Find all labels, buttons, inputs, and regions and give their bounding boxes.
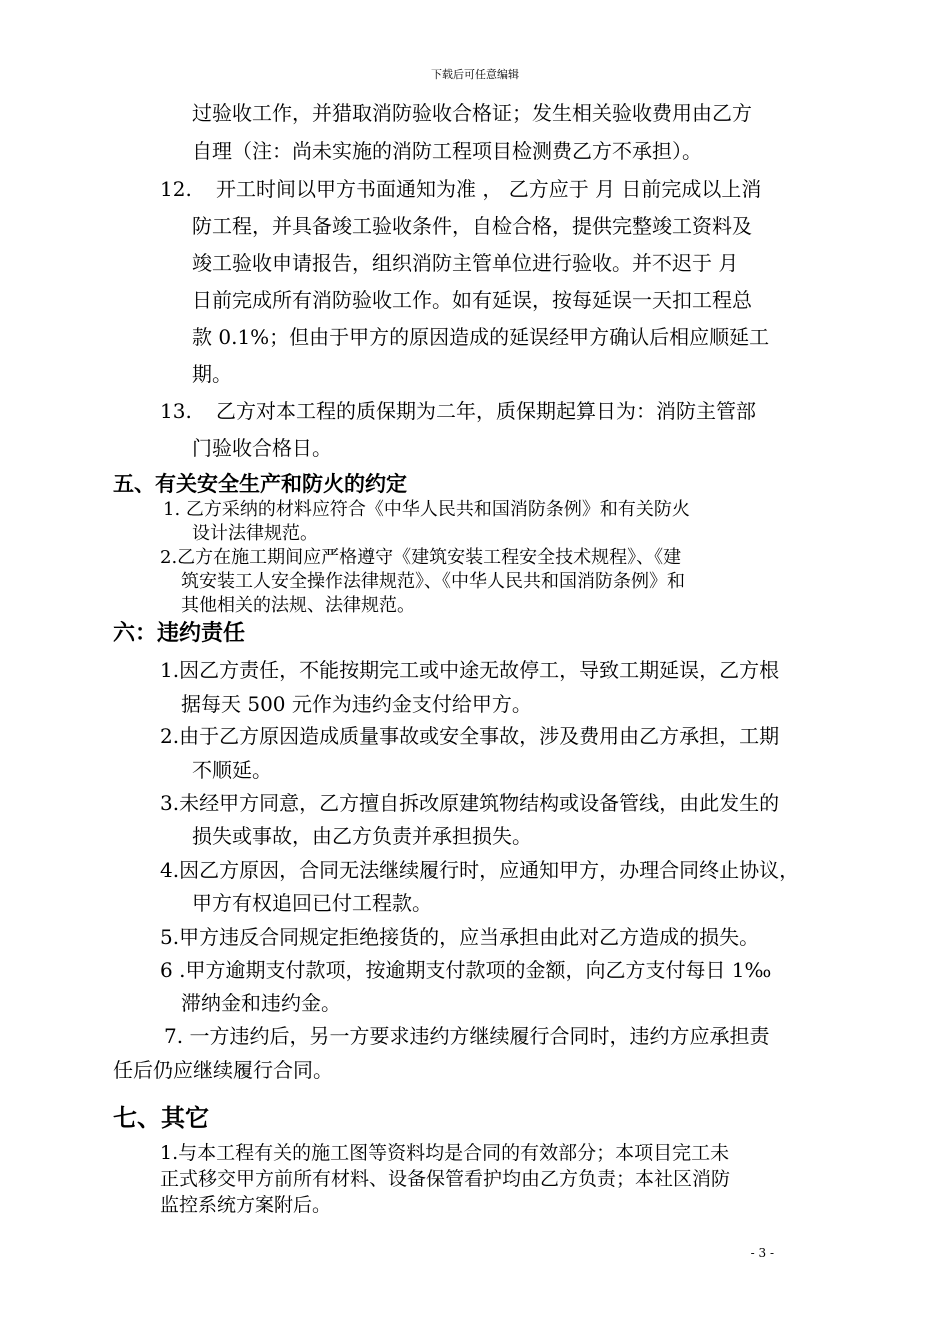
page-header: 下载后可任意编辑: [431, 68, 519, 81]
section6-item2-line-1: 2.由于乙方原因造成质量事故或安全事故，涉及费用由乙方承担，工期: [160, 724, 780, 748]
section6-item5-line-1: 5.甲方违反合同规定拒绝接货的，应当承担由此对乙方造成的损失。: [160, 925, 760, 949]
item11-line-2: 自理（注：尚未实施的消防工程项目检测费乙方不承担）。: [192, 139, 702, 163]
section6-title: 六：违约责任: [113, 621, 246, 646]
section7-item1-line-1: 1.与本工程有关的施工图等资料均是合同的有效部分；本项目完工未: [160, 1142, 730, 1164]
item12-line-3: 竣工验收申请报告，组织消防主管单位进行验收。并不迟于 月: [192, 251, 739, 275]
page-number: - 3 -: [750, 1246, 774, 1260]
section6-item4-line-2: 甲方有权追回已付工程款。: [192, 891, 432, 915]
section5-item2-line-3: 其他相关的法规、法律规范。: [181, 595, 415, 616]
section7-item1-line-2: 正式移交甲方前所有材料、设备保管看护均由乙方负责；本社区消防: [160, 1168, 731, 1190]
item12-line-1: 开工时间以甲方书面通知为准 ， 乙方应于 月 日前完成以上消: [216, 177, 762, 201]
section6-item6-line-2: 滞纳金和违约金。: [181, 991, 341, 1015]
section6-item1-line-1: 1.因乙方责任，不能按期完工或中途无故停工，导致工期延误，乙方根: [160, 658, 780, 682]
section5-item2-line-1: 2.乙方在施工期间应严格遵守《建筑安装工程安全技术规程》、《建: [160, 547, 682, 568]
section6-item6-line-1: 6 .甲方逾期支付款项，按逾期支付款项的金额，向乙方支付每日 1‰: [160, 958, 772, 982]
section5-item1-line-1: 1. 乙方采纳的材料应符合《中华人民共和国消防条例》和有关防火: [163, 499, 690, 520]
item12-number: 12.: [160, 177, 192, 201]
section6-item7-line-1: 7. 一方违约后，另一方要求违约方继续履行合同时，违约方应承担责: [164, 1024, 770, 1048]
section6-item2-line-2: 不顺延。: [192, 758, 272, 782]
section6-item3-line-1: 3.未经甲方同意，乙方擅自拆改原建筑物结构或设备管线，由此发生的: [160, 791, 780, 815]
item13-line-1: 乙方对本工程的质保期为二年，质保期起算日为：消防主管部: [216, 399, 756, 423]
item12-line-2: 防工程，并具备竣工验收条件，自检合格，提供完整竣工资料及: [192, 214, 752, 238]
section5-item2-line-2: 筑安装工人安全操作法律规范》、《中华人民共和国消防条例》和: [181, 571, 685, 592]
section6-item3-line-2: 损失或事故，由乙方负责并承担损失。: [192, 824, 532, 848]
section6-item1-line-2: 据每天 500 元作为违约金支付给甲方。: [181, 692, 532, 716]
item13-number: 13.: [160, 399, 192, 423]
item11-line-1: 过验收工作，并猎取消防验收合格证；发生相关验收费用由乙方: [192, 101, 752, 125]
section6-item4-line-1: 4.因乙方原因，合同无法继续履行时，应通知甲方，办理合同终止协议，: [160, 858, 800, 882]
item13-line-2: 门验收合格日。: [192, 436, 332, 460]
section7-title: 七、其它: [113, 1104, 209, 1132]
item12-line-6: 期。: [192, 362, 232, 386]
section5-title: 五、有关安全生产和防火的约定: [113, 472, 407, 496]
section6-item7-line-2: 任后仍应继续履行合同。: [113, 1058, 333, 1082]
section5-item1-line-2: 设计法律规范。: [192, 523, 318, 544]
item12-line-4: 日前完成所有消防验收工作。如有延误，按每延误一天扣工程总: [192, 288, 752, 312]
item12-line-5: 款 0.1%；但由于甲方的原因造成的延误经甲方确认后相应顺延工: [192, 325, 770, 349]
section7-item1-line-3: 监控系统方案附后。: [160, 1194, 332, 1216]
